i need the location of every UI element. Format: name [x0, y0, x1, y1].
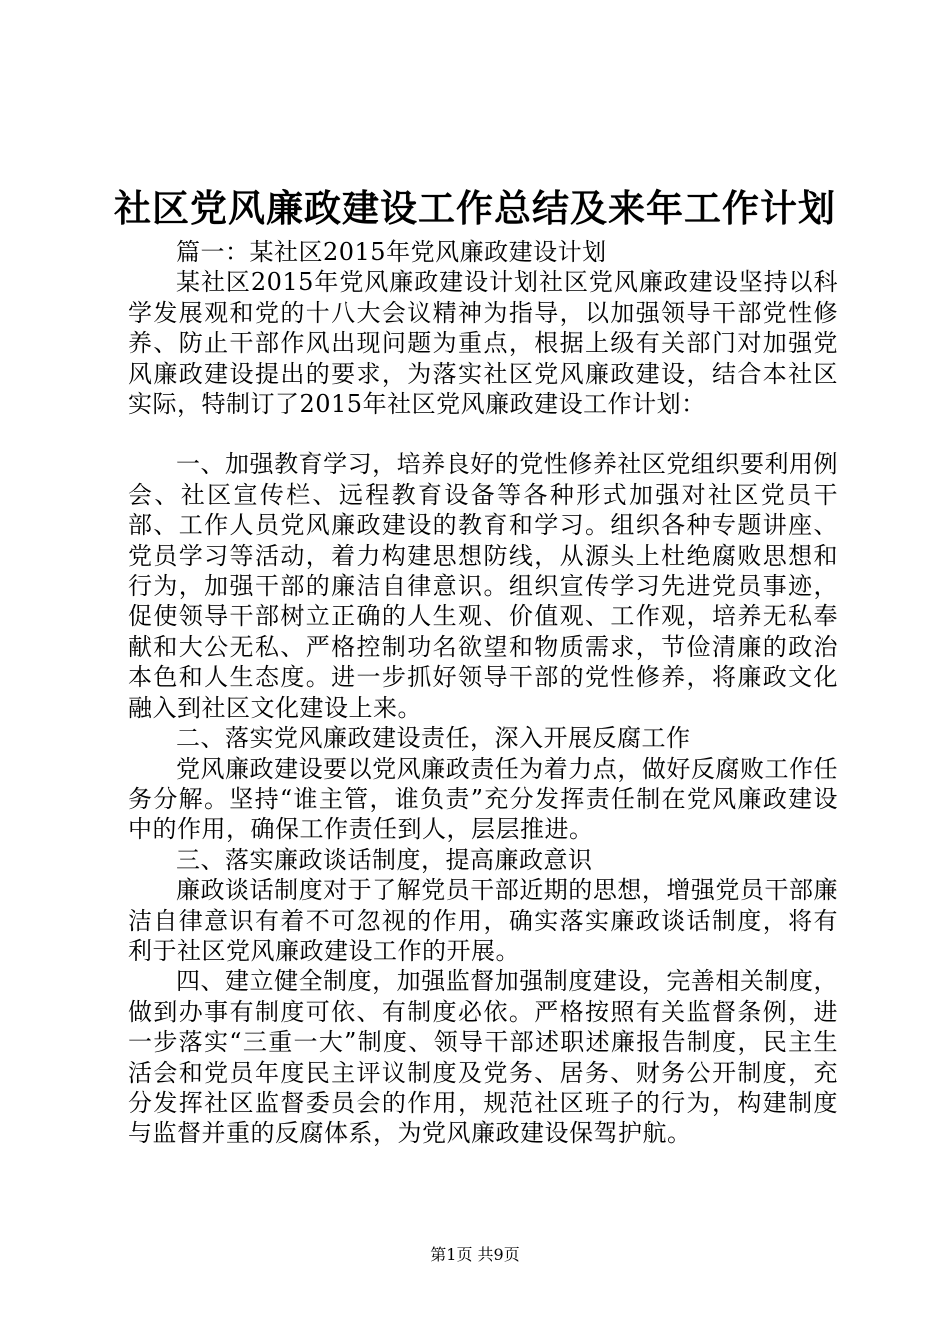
heading-talks: 三、落实廉政谈话制度，提高廉政意识: [176, 845, 593, 874]
paragraph-talks: 廉政谈话制度对于了解党员干部近期的思想，增强党员干部廉洁自律意识有着不可忽视的作用，确实落实廉政谈话制度，将有利于社区党风廉政建设工作的开展。: [128, 876, 838, 965]
intro-paragraph: 某社区2015年党风廉政建设计划社区党风廉政建设坚持以科学发展观和党的十八大会议精神为指导，以加强领导干部党性修养、防止干部作风出现问题为重点，根据上级有关部门对加强党风廉政建设提出的要求，为落实社区党风廉政建设，结合本社区实际，特制订了2015年社区党风廉政建设工作计划：: [128, 268, 838, 419]
document-body: [128, 237, 838, 1149]
page-footer: 第1页 共9页: [430, 1245, 520, 1264]
paragraph-education: 一、加强教育学习，培养良好的党性修养社区党组织要利用例会、社区宣传栏、远程教育设备等各种形式加强对社区党员干部、工作人员党风廉政建设的教育和学习。组织各种专题讲座、党员学习等活动，着力构建思想防线，从源头上杜绝腐败思想和行为，加强干部的廉洁自律意识。组织宣传学习先进党员事迹，促使领导干部树立正确的人生观、价值观、工作观，培养无私奉献和大公无私、严格控制功名欲望和物质需求，节俭清廉的政治本色和人生态度。进一步抓好领导干部的党性修养，将廉政文化融入到社区文化建设上来。: [128, 450, 838, 722]
section-heading: 篇一：某社区2015年党风廉政建设计划: [176, 238, 607, 266]
paragraph-system: 四、建立健全制度，加强监督加强制度建设，完善相关制度，做到办事有制度可依、有制度必依。严格按照有关监督条例，进一步落实“三重一大”制度、领导干部述职述廉报告制度，民主生活会和党员年度民主评议制度及党务、居务、财务公开制度，充分发挥社区监督委员会的作用，规范社区班子的行为，构建制度与监督并重的反腐体系，为党风廉政建设保驾护航。: [128, 967, 838, 1148]
document-title: 社区党风廉政建设工作总结及来年工作计划: [114, 186, 836, 230]
paragraph-responsibility: 党风廉政建设要以党风廉政责任为着力点，做好反腐败工作任务分解。坚持“谁主管，谁负责”充分发挥责任制在党风廉政建设中的作用，确保工作责任到人，层层推进。: [128, 754, 838, 844]
heading-responsibility: 二、落实党风廉政建设责任，深入开展反腐工作: [176, 724, 691, 753]
